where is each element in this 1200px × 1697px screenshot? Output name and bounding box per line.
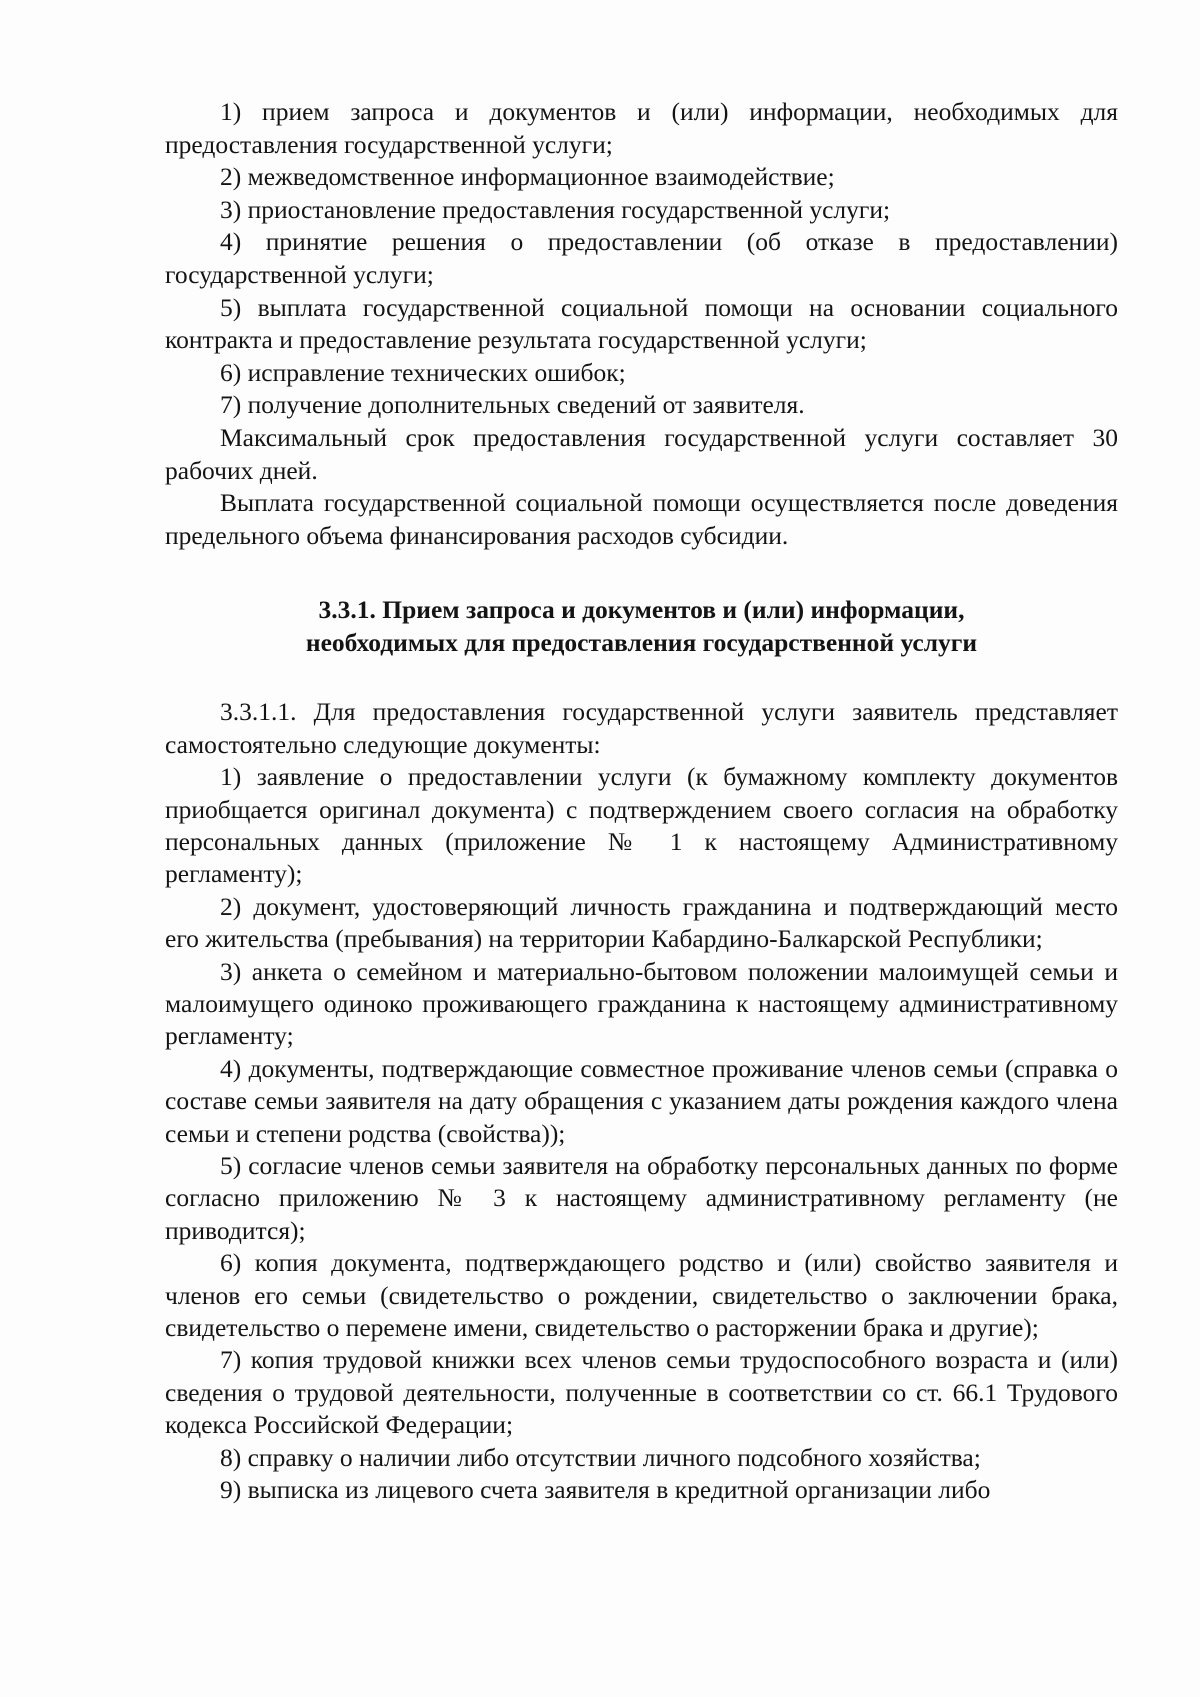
list-item: 5) выплата государственной социальной помощи на основании социального контракта и предоставление результата государственной услуги; — [165, 292, 1118, 355]
list-item: 1) прием запроса и документов и (или) информации, необходимых для предоставления государственной услуги; — [165, 97, 1118, 159]
max-term-paragraph: Максимальный срок предоставления государственной услуги составляет 30 рабочих дней. — [165, 422, 1118, 485]
document-item: 3) анкета о семейном и материально-бытовом положении малоимущей семьи и малоимущего одиноко проживающего гражданина к настоящему административному регламенту; — [165, 956, 1118, 1051]
document-item: 8) справку о наличии либо отсутствии личного подсобного хозяйства; — [220, 1442, 981, 1472]
page-content — [165, 96, 1118, 1506]
section-heading-line-2: необходимых для предоставления государственной услуги — [305, 628, 978, 658]
list-item: 7) получение дополнительных сведений от заявителя. — [220, 390, 805, 420]
document-item: 6) копия документа, подтверждающего родство и (или) свойство заявителя и членов его семьи (свидетельство о рождении, свидетельство о заключении брака, свидетельство о перемене имени, свидетельство о расторжении брака и другие); — [165, 1248, 1118, 1343]
document-item: 5) согласие членов семьи заявителя на обработку персональных данных по форме согласно приложению № 3 к настоящему административному регламенту (не приводится); — [165, 1151, 1118, 1245]
procedure-list — [165, 96, 1118, 552]
document-item: 1) заявление о предоставлении услуги (к бумажному комплекту документов приобщается оригинал документа) с подтверждением своего согласия на обработку персональных данных (приложение № 1 к настоящему Административному регламенту); — [165, 762, 1118, 889]
section-heading — [165, 593, 1118, 659]
list-item: 3) приостановление предоставления государственной услуги; — [220, 194, 891, 224]
document-item: 2) документ, удостоверяющий личность гражданина и подтверждающий место его жительства (пребывания) на территории Кабардино-Балкарской Республики; — [165, 891, 1118, 954]
list-item: 2) межведомственное информационное взаимодействие; — [220, 162, 835, 192]
payment-note-paragraph: Выплата государственной социальной помощи осуществляется после доведения предельного объема финансирования расходов субсидии. — [165, 488, 1118, 550]
section-lead-paragraph: 3.3.1.1. Для предоставления государственной услуги заявитель представляет самостоятельно следующие документы: — [165, 697, 1118, 759]
list-item: 6) исправление технических ошибок; — [220, 357, 626, 387]
document-item: 7) копия трудовой книжки всех членов семьи трудоспособного возраста и (или) сведения о трудовой деятельности, полученные в соответствии со ст. 66.1 Трудового кодекса Российской Федерации; — [165, 1345, 1118, 1440]
document-item: 9) выписка из лицевого счета заявителя в кредитной организации либо — [220, 1475, 991, 1505]
document-item: 4) документы, подтверждающие совместное проживание членов семьи (справка о составе семьи заявителя на дату обращения с указанием даты рождения каждого члена семьи и степени родства (свойства)); — [165, 1053, 1118, 1148]
section-heading-line-1: 3.3.1. Прием запроса и документов и (или) информации, — [318, 595, 965, 625]
list-item: 4) принятие решения о предоставлении (об отказе в предоставлении) государственной услуги; — [165, 227, 1118, 289]
documents-section — [165, 696, 1118, 1506]
